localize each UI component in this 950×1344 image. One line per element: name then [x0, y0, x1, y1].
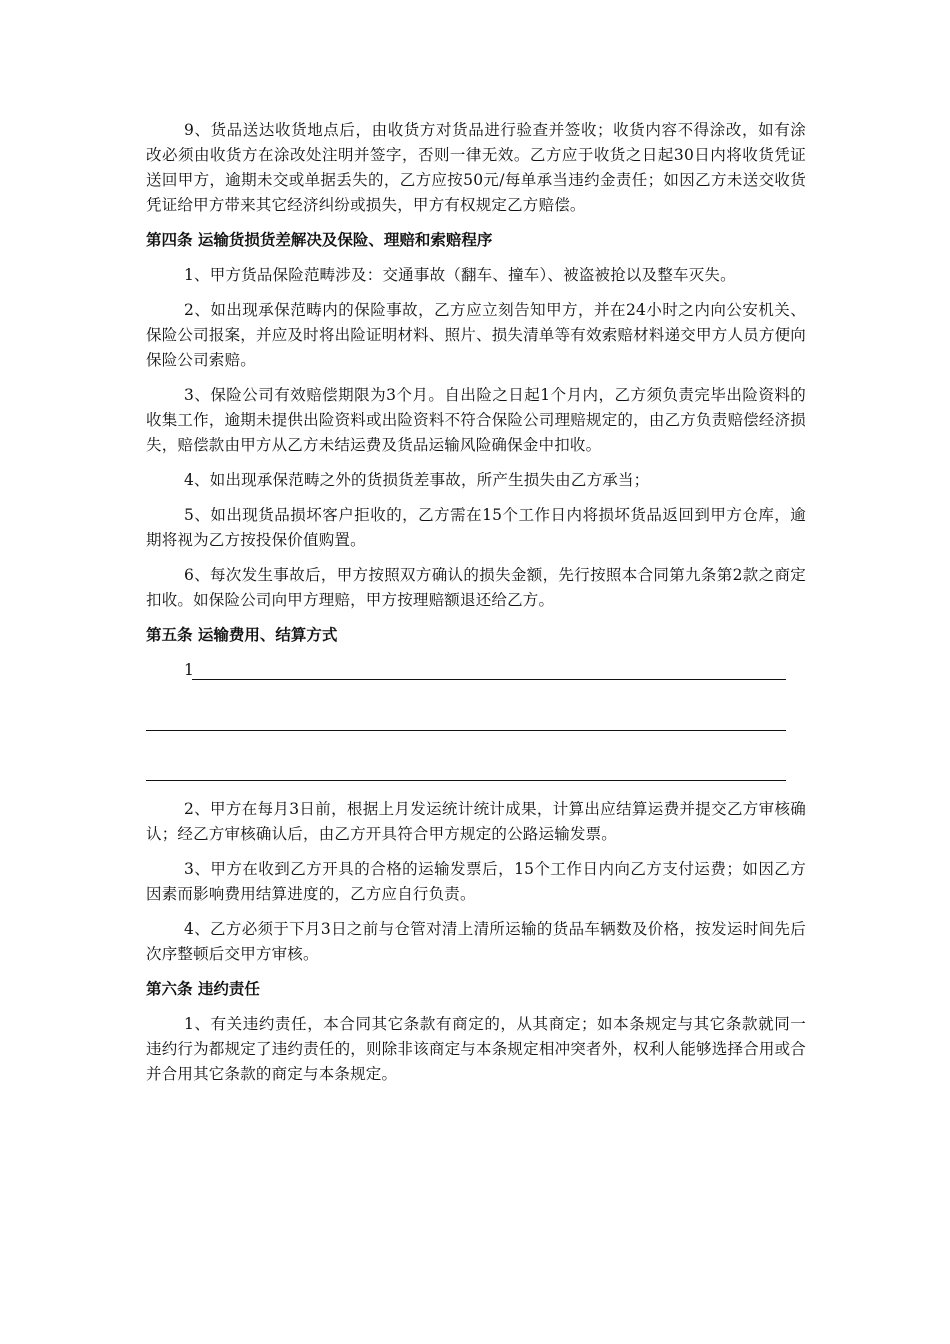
article-6-heading: 第六条 违约责任: [146, 980, 260, 998]
article-5-item-2: 2、甲方在每月3日前，根据上月发运统计统计成果，计算出应结算运费并提交乙方审核确认；经乙方审核确认后，由乙方开具符合甲方规定的公路运输发票。: [146, 800, 806, 843]
article-4-item-5: 5、如出现货品损坏客户拒收的，乙方需在15个工作日内将损坏货品返回到甲方仓库，逾期将视为乙方按投保价值购置。: [146, 506, 806, 549]
fill-in-line-3: [146, 733, 806, 783]
article-4-heading: 第四条 运输货损货差解决及保险、理赔和索赔程序: [146, 231, 493, 249]
item-number: 1: [184, 661, 194, 679]
document-page: [146, 118, 806, 1097]
article-4-item-1: 1、甲方货品保险范畴涉及：交通事故（翻车、撞车）、被盗被抢以及整车灭失。: [184, 266, 736, 284]
article-6-item-1: 1、有关违约责任，本合同其它条款有商定的，从其商定；如本条规定与其它条款就同一违约行为都规定了违约责任的，则除非该商定与本条规定相冲突者外，权利人能够选择合用或合并合用其它条款的商定与本条规定。: [146, 1015, 806, 1083]
fill-in-line-1: [146, 658, 806, 683]
underline-rule: [146, 780, 786, 781]
article-4-item-2: 2、如出现承保范畴内的保险事故，乙方应立刻告知甲方，并在24小时之内向公安机关、保险公司报案，并应及时将出险证明材料、照片、损失清单等有效索赔材料递交甲方人员方便向保险公司索赔。: [146, 301, 806, 369]
underline-rule: [146, 730, 786, 731]
clause-3-item-9: 9、货品送达收货地点后，由收货方对货品进行验查并签收；收货内容不得涂改，如有涂改必须由收货方在涂改处注明并签字，否则一律无效。乙方应于收货之日起30日内将收货凭证送回甲方，逾期未交或单据丢失的，乙方应按50元/每单承当违约金责任；如因乙方未送交收货凭证给甲方带来其它经济纠纷或损失，甲方有权规定乙方赔偿。: [146, 121, 806, 214]
article-5-item-4: 4、乙方必须于下月3日之前与仓管对清上清所运输的货品车辆数及价格，按发运时间先后次序整顿后交甲方审核。: [146, 920, 806, 963]
article-4-item-6: 6、每次发生事故后，甲方按照双方确认的损失金额，先行按照本合同第九条第2款之商定扣收。如保险公司向甲方理赔，甲方按理赔额退还给乙方。: [146, 566, 806, 609]
article-5-heading: 第五条 运输费用、结算方式: [146, 626, 338, 644]
article-4-item-3: 3、保险公司有效赔偿期限为3个月。自出险之日起1个月内，乙方须负责完毕出险资料的收集工作，逾期未提供出险资料或出险资料不符合保险公司理赔规定的，由乙方负责赔偿经济损失，赔偿款由甲方从乙方未结运费及货品运输风险确保金中扣收。: [146, 386, 806, 454]
article-5-item-3: 3、甲方在收到乙方开具的合格的运输发票后，15个工作日内向乙方支付运费；如因乙方因素而影响费用结算进度的，乙方应自行负责。: [146, 860, 806, 903]
fill-in-line-2: [146, 683, 806, 733]
underline-rule: [192, 679, 786, 680]
spacer: [146, 783, 806, 797]
article-4-item-4: 4、如出现承保范畴之外的货损货差事故，所产生损失由乙方承当；: [184, 471, 650, 489]
